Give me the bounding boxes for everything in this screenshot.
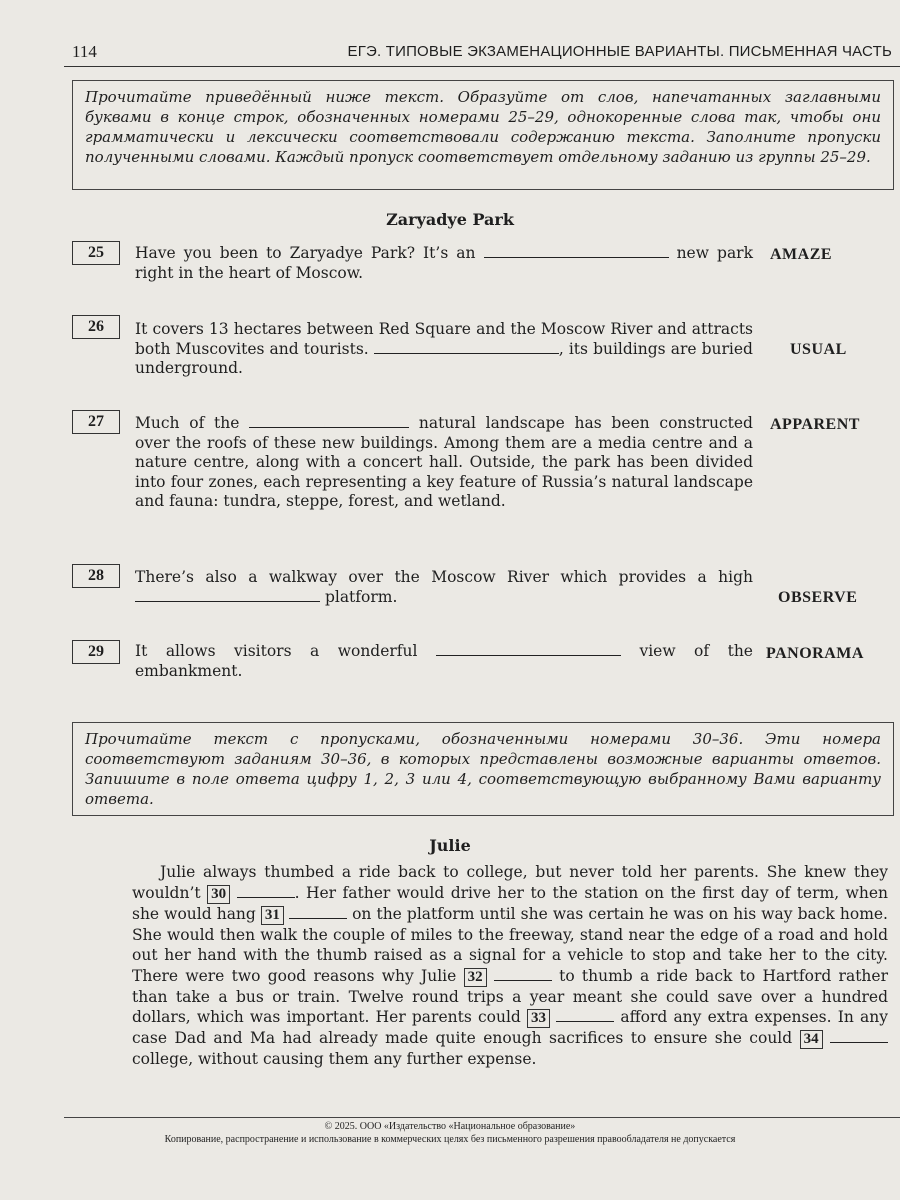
keyword-25: AMAZE (770, 246, 833, 263)
story-text-julie (132, 862, 888, 1070)
answer-blank-28[interactable] (135, 589, 320, 602)
answer-blank-27[interactable] (249, 415, 409, 428)
keyword-28: OBSERVE (778, 589, 858, 606)
task-number-27: 27 (72, 410, 120, 434)
answer-blank-25[interactable] (484, 245, 669, 258)
task-27-before: Much of the (135, 414, 240, 432)
footer-divider (64, 1117, 900, 1118)
running-title: ЕГЭ. ТИПОВЫЕ ЭКЗАМЕНАЦИОННЫЕ ВАРИАНТЫ. ПИСЬМЕННАЯ ЧАСТЬ (347, 43, 892, 60)
section-title-zaryadye: Zaryadye Park (386, 210, 514, 229)
task-text-26 (135, 320, 753, 379)
task-text-28 (135, 568, 753, 607)
story-part-6: college, without causing them any further expense. (132, 1050, 537, 1069)
keyword-27: APPARENT (770, 416, 860, 433)
answer-blank-29[interactable] (436, 643, 621, 656)
task-29-after: view of the embankment. (135, 642, 753, 680)
task-26-before: It covers 13 hectares between Red Square and the Moscow River and attracts both Muscovites and tourists. (135, 320, 753, 358)
gap-number-33: 33 (527, 1009, 550, 1028)
page-number: 114 (72, 42, 97, 61)
gap-number-31: 31 (261, 906, 284, 925)
keyword-29: PANORAMA (766, 645, 864, 662)
task-26-after: , its buildings are buried underground. (135, 339, 753, 377)
story-part-3: on the platform until she was certain he was on his way back home. She would then walk the couple of miles to the freeway, stand near the edge of a road and hold out her hand with the thumb raised as a signal for a vehicle to stop and take her to the city. There were two good reasons why Julie (132, 904, 888, 985)
gap-number-34: 34 (800, 1030, 823, 1049)
gap-number-30: 30 (207, 885, 230, 904)
story-part-2: . Her father would drive her to the station on the first day of term, when she would hang (132, 883, 889, 923)
gap-blank-30[interactable] (237, 885, 295, 898)
task-25-before: Have you been to Zaryadye Park? It’s an (135, 244, 476, 262)
gap-blank-32[interactable] (494, 968, 552, 981)
answer-blank-26[interactable] (374, 341, 559, 354)
copyright-line: © 2025. ООО «Издательство «Национальное образование» (324, 1121, 576, 1132)
keyword-26: USUAL (790, 341, 847, 358)
copyright-notice: Копирование, распространение и использование в коммерческих целях без письменного разрешения правообладателя не допускается (164, 1134, 736, 1145)
gap-blank-34[interactable] (830, 1030, 888, 1043)
task-27-after: natural landscape has been constructed over the roofs of these new buildings. Among them are a media centre and a nature centre, along with a concert hall. Outside, the park has been divided into four zones, each representing a key feature of Russia’s natural landscape and fauna: tundra, steppe, forest, and wetland. (135, 414, 753, 510)
instruction-box-25-29: Прочитайте приведённый ниже текст. Образуйте от слов, напечатанных заглавными буквами в конце строк, обозначенных номерами 25–29, однокоренные слова так, чтобы они грамматически и лексически соответствовали содержанию текста. Заполните пропуски полученными словами. Каждый пропуск соответствует отдельному заданию из группы 25–29. (72, 80, 894, 190)
gap-blank-33[interactable] (556, 1009, 614, 1022)
story-part-1: Julie always thumbed a ride back to college, but never told her parents. She knew they wouldn’t (132, 863, 888, 902)
story-part-5: afford any extra expenses. In any case Dad and Ma had already made quite enough sacrifices to ensure she could (132, 1008, 888, 1048)
task-text-29 (135, 642, 753, 681)
task-number-28: 28 (72, 564, 120, 588)
task-25-after: new park right in the heart of Moscow. (135, 244, 753, 282)
section-title-julie: Julie (429, 836, 471, 855)
gap-blank-31[interactable] (289, 906, 347, 919)
task-text-25 (135, 244, 753, 283)
task-28-before: There’s also a walkway over the Moscow River which provides a high (135, 568, 753, 586)
task-29-before: It allows visitors a wonderful (135, 642, 418, 660)
task-number-25: 25 (72, 241, 120, 265)
task-number-29: 29 (72, 640, 120, 664)
task-text-27 (135, 414, 753, 512)
story-part-4: to thumb a ride back to Hartford rather than take a bus or train. Twelve round trips a year meant she could save over a hundred dollars, which was important. Her parents could (132, 966, 888, 1027)
header-divider (64, 66, 900, 67)
gap-number-32: 32 (464, 968, 487, 987)
task-28-after: platform. (324, 587, 398, 606)
instruction-box-30-36: Прочитайте текст с пропусками, обозначенными номерами 30–36. Эти номера соответствуют заданиям 30–36, в которых представлены возможные варианты ответов. Запишите в поле ответа цифру 1, 2, 3 или 4, соответствующую выбранному Вами варианту ответа. (72, 722, 894, 816)
task-number-26: 26 (72, 315, 120, 339)
